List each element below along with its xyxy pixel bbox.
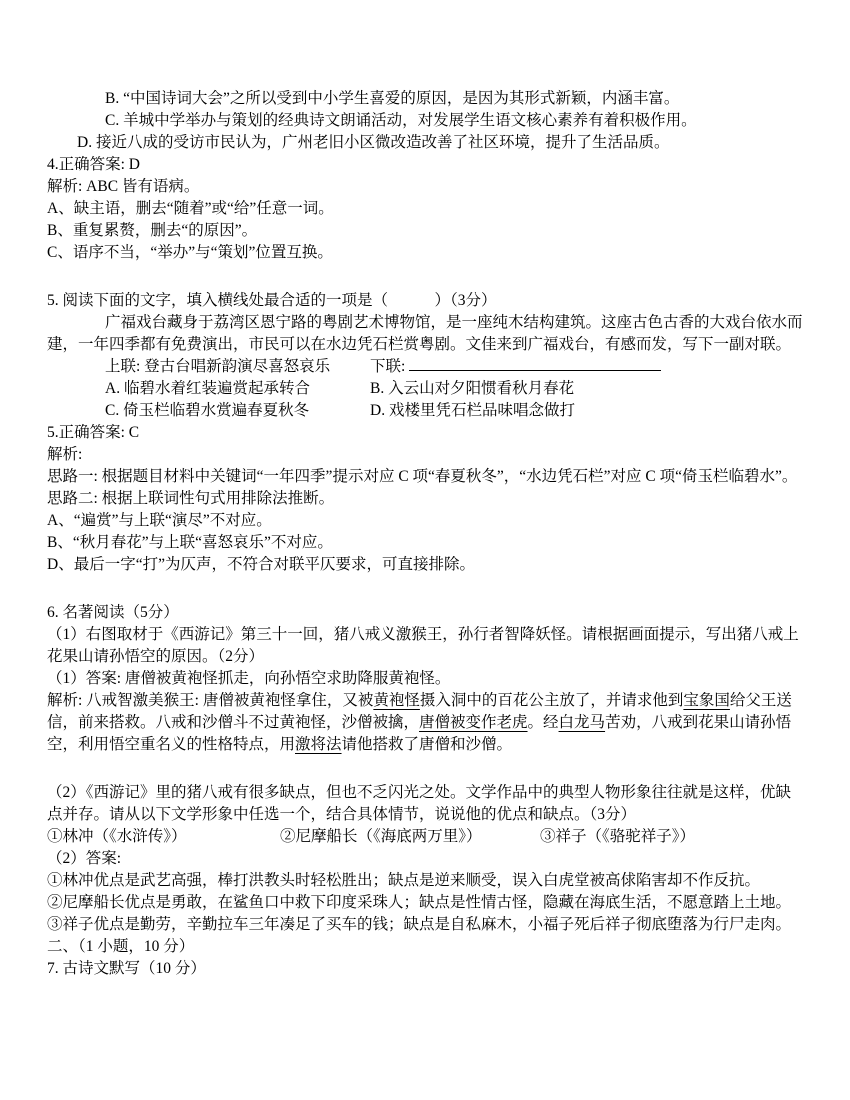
text-cell bbox=[47, 826, 280, 848]
text-segment: （2）答案: bbox=[47, 850, 122, 867]
text-segment: 7. 古诗文默写（10 分） bbox=[47, 960, 206, 977]
text-segment: C. 羊城中学举办与策划的经典诗文朗诵活动，对发展学生语文核心素养有着积极作用。 bbox=[105, 112, 697, 129]
section-2-title bbox=[47, 936, 803, 958]
answer-q6-1 bbox=[47, 668, 803, 690]
text-segment: 4.正确答案: D bbox=[47, 156, 141, 173]
question-5-stem bbox=[47, 290, 803, 312]
text-segment: D、最后一字“打”为仄声，不符合对联平仄要求，可直接排除。 bbox=[47, 556, 475, 573]
text-segment: （2）《西游记》里的猪八戒有很多缺点，但也不乏闪光之处。文学作品中的典型人物形象往往就是这样，优缺点并存。请从以下文学形象中任选一个，结合具体情节，说说他的优点和缺点。（3分） bbox=[47, 784, 792, 823]
analysis-q4 bbox=[47, 176, 803, 198]
text-segment: 请他搭救了唐僧和沙僧。 bbox=[341, 736, 513, 753]
analysis-q4-b bbox=[47, 220, 803, 242]
text-cell bbox=[370, 356, 803, 378]
text-segment: ③祥子（《骆驼祥子》） bbox=[540, 828, 696, 845]
options-cd-row bbox=[47, 400, 803, 422]
text-segment: （1）答案: 唐僧被黄袍怪抓走，向孙悟空求助降服黄袍怪。 bbox=[47, 670, 451, 687]
text-segment: 摄入洞中的百花公主放了，并请求他到 bbox=[419, 692, 684, 709]
underlined-key-text: 白龙马 bbox=[558, 714, 606, 731]
text-segment: B. 入云山对夕阳惯看秋月春花 bbox=[370, 380, 575, 397]
text-segment: A. 临碧水着红装遍赏起承转合 bbox=[105, 380, 310, 397]
option-d-line bbox=[47, 132, 803, 154]
text-segment: B. “中国诗词大会”之所以受到中小学生喜爱的原因，是因为其形式新颖，内涵丰富。 bbox=[105, 90, 680, 107]
answer-q6-2-label bbox=[47, 848, 803, 870]
analysis-q5-a bbox=[47, 510, 803, 532]
text-segment: 下联: bbox=[370, 358, 410, 375]
text-segment: C、语序不当，“举办”与“策划”位置互换。 bbox=[47, 244, 333, 261]
text-cell bbox=[370, 400, 803, 422]
text-cell bbox=[370, 378, 803, 400]
couplet-row bbox=[47, 356, 803, 378]
text-segment: 5.正确答案: C bbox=[47, 424, 140, 441]
text-segment: 解析: ABC 皆有语病。 bbox=[47, 178, 200, 195]
blank-space bbox=[47, 576, 803, 602]
question-6-1-stem bbox=[47, 624, 803, 668]
blank-space bbox=[47, 264, 803, 290]
text-segment: 解析: bbox=[47, 446, 83, 463]
text-segment: 广福戏台藏身于荔湾区恩宁路的粤剧艺术博物馆，是一座纯木结构建筑。这座古色古香的大戏台依水而建，一年四季都有免费演出，市民可以在水边凭石栏赏粤剧。文佳来到广福戏台，有感而发，写下一副对联。 bbox=[47, 314, 803, 353]
text-segment: 思路二: 根据上联词性句式用排除法推断。 bbox=[47, 490, 335, 507]
text-cell bbox=[105, 356, 370, 378]
text-segment: B、“秋月春花”与上联“喜怒哀乐”不对应。 bbox=[47, 534, 333, 551]
text-segment: ②尼摩船长（《海底两万里》） bbox=[280, 828, 482, 845]
text-segment: ①林冲优点是武艺高强，棒打洪教头时轻松胜出；缺点是逆来顺受，误入白虎堂被高俅陷害却不作反抗。 bbox=[47, 872, 761, 889]
question-7-title bbox=[47, 958, 803, 980]
figures-row bbox=[47, 826, 803, 848]
text-segment: 解析: 八戒智激美猴王: 唐僧被黄袍怪拿住，又被 bbox=[47, 692, 374, 709]
answer-blank-line bbox=[409, 356, 661, 371]
text-segment: ①林冲（《水浒传》） bbox=[47, 828, 187, 845]
document-content bbox=[47, 88, 803, 980]
question-6-title bbox=[47, 602, 803, 624]
text-segment: 上联: 登古台唱新韵演尽喜怒哀乐 bbox=[105, 358, 331, 375]
question-6-2-stem bbox=[47, 782, 803, 826]
underlined-key-text: 黄袍怪 bbox=[373, 692, 420, 709]
answer-q5 bbox=[47, 422, 803, 444]
text-cell bbox=[105, 400, 370, 422]
analysis-q4-a bbox=[47, 198, 803, 220]
option-b-line bbox=[47, 88, 803, 110]
underlined-key-text: 激将法 bbox=[295, 736, 342, 753]
text-cell bbox=[105, 378, 370, 400]
options-ab-row bbox=[47, 378, 803, 400]
analysis-q5-path2 bbox=[47, 488, 803, 510]
answer-q6-2-xiangzi bbox=[47, 914, 803, 936]
text-segment: B、重复累赘，删去“的原因”。 bbox=[47, 222, 258, 239]
analysis-q6-1 bbox=[47, 690, 803, 756]
analysis-q5-d bbox=[47, 554, 803, 576]
answer-q6-2-nemo bbox=[47, 892, 803, 914]
text-segment: 5. 阅读下面的文字，填入横线处最合适的一项是（ ）（3分） bbox=[47, 292, 497, 309]
text-cell bbox=[280, 826, 540, 848]
text-segment: A、“遍赏”与上联“演尽”不对应。 bbox=[47, 512, 272, 529]
text-segment: A、缺主语，删去“随着”或“给”任意一词。 bbox=[47, 200, 334, 217]
text-segment: 二、（1 小题，10 分） bbox=[47, 938, 195, 955]
text-segment: ②尼摩船长优点是勇敢，在鲨鱼口中救下印度采珠人；缺点是性情古怪，隐藏在海底生活，不愿意踏上土地。 bbox=[47, 894, 792, 911]
text-segment: 6. 名著阅读（5分） bbox=[47, 604, 179, 621]
answer-q6-2-linchong bbox=[47, 870, 803, 892]
text-segment: D. 接近八成的受访市民认为，广州老旧小区微改造改善了社区环境，提升了生活品质。 bbox=[77, 134, 670, 151]
underlined-key-text: 唐僧被变作老虎 bbox=[419, 714, 528, 731]
analysis-q5-b bbox=[47, 532, 803, 554]
text-segment: 苦劝，八戒到花果山请孙悟空，利用悟空重名义的性格特点，用 bbox=[47, 714, 792, 753]
text-cell bbox=[540, 826, 803, 848]
text-segment: 思路一: 根据题目材料中关键词“一年四季”提示对应 C 项“春夏秋冬”，“水边凭石栏”对应 C 项“倚玉栏临碧水”。 bbox=[47, 468, 798, 485]
blank-space bbox=[47, 756, 803, 782]
answer-q4 bbox=[47, 154, 803, 176]
text-segment: C. 倚玉栏临碧水赏遍春夏秋冬 bbox=[105, 402, 310, 419]
text-segment: 给父王送信，前来搭救。八戒和沙僧斗不过黄袍怪，沙僧被擒， bbox=[47, 692, 792, 731]
question-5-passage bbox=[47, 312, 803, 356]
underlined-key-text: 宝象国 bbox=[683, 692, 730, 709]
text-segment: （1）右图取材于《西游记》第三十一回，猪八戒义激猴王，孙行者智降妖怪。请根据画面提示，写出猪八戒上花果山请孙悟空的原因。（2分） bbox=[47, 626, 799, 665]
text-segment: 。经 bbox=[527, 714, 559, 731]
text-segment: D. 戏楼里凭石栏品味唱念做打 bbox=[370, 402, 575, 419]
analysis-q4-c bbox=[47, 242, 803, 264]
option-c-line bbox=[47, 110, 803, 132]
analysis-q5-label bbox=[47, 444, 803, 466]
analysis-q5-path1 bbox=[47, 466, 803, 488]
text-segment: ③祥子优点是勤劳，辛勤拉车三年凑足了买车的钱；缺点是自私麻木，小福子死后祥子彻底堕落为行尸走肉。 bbox=[47, 916, 792, 933]
